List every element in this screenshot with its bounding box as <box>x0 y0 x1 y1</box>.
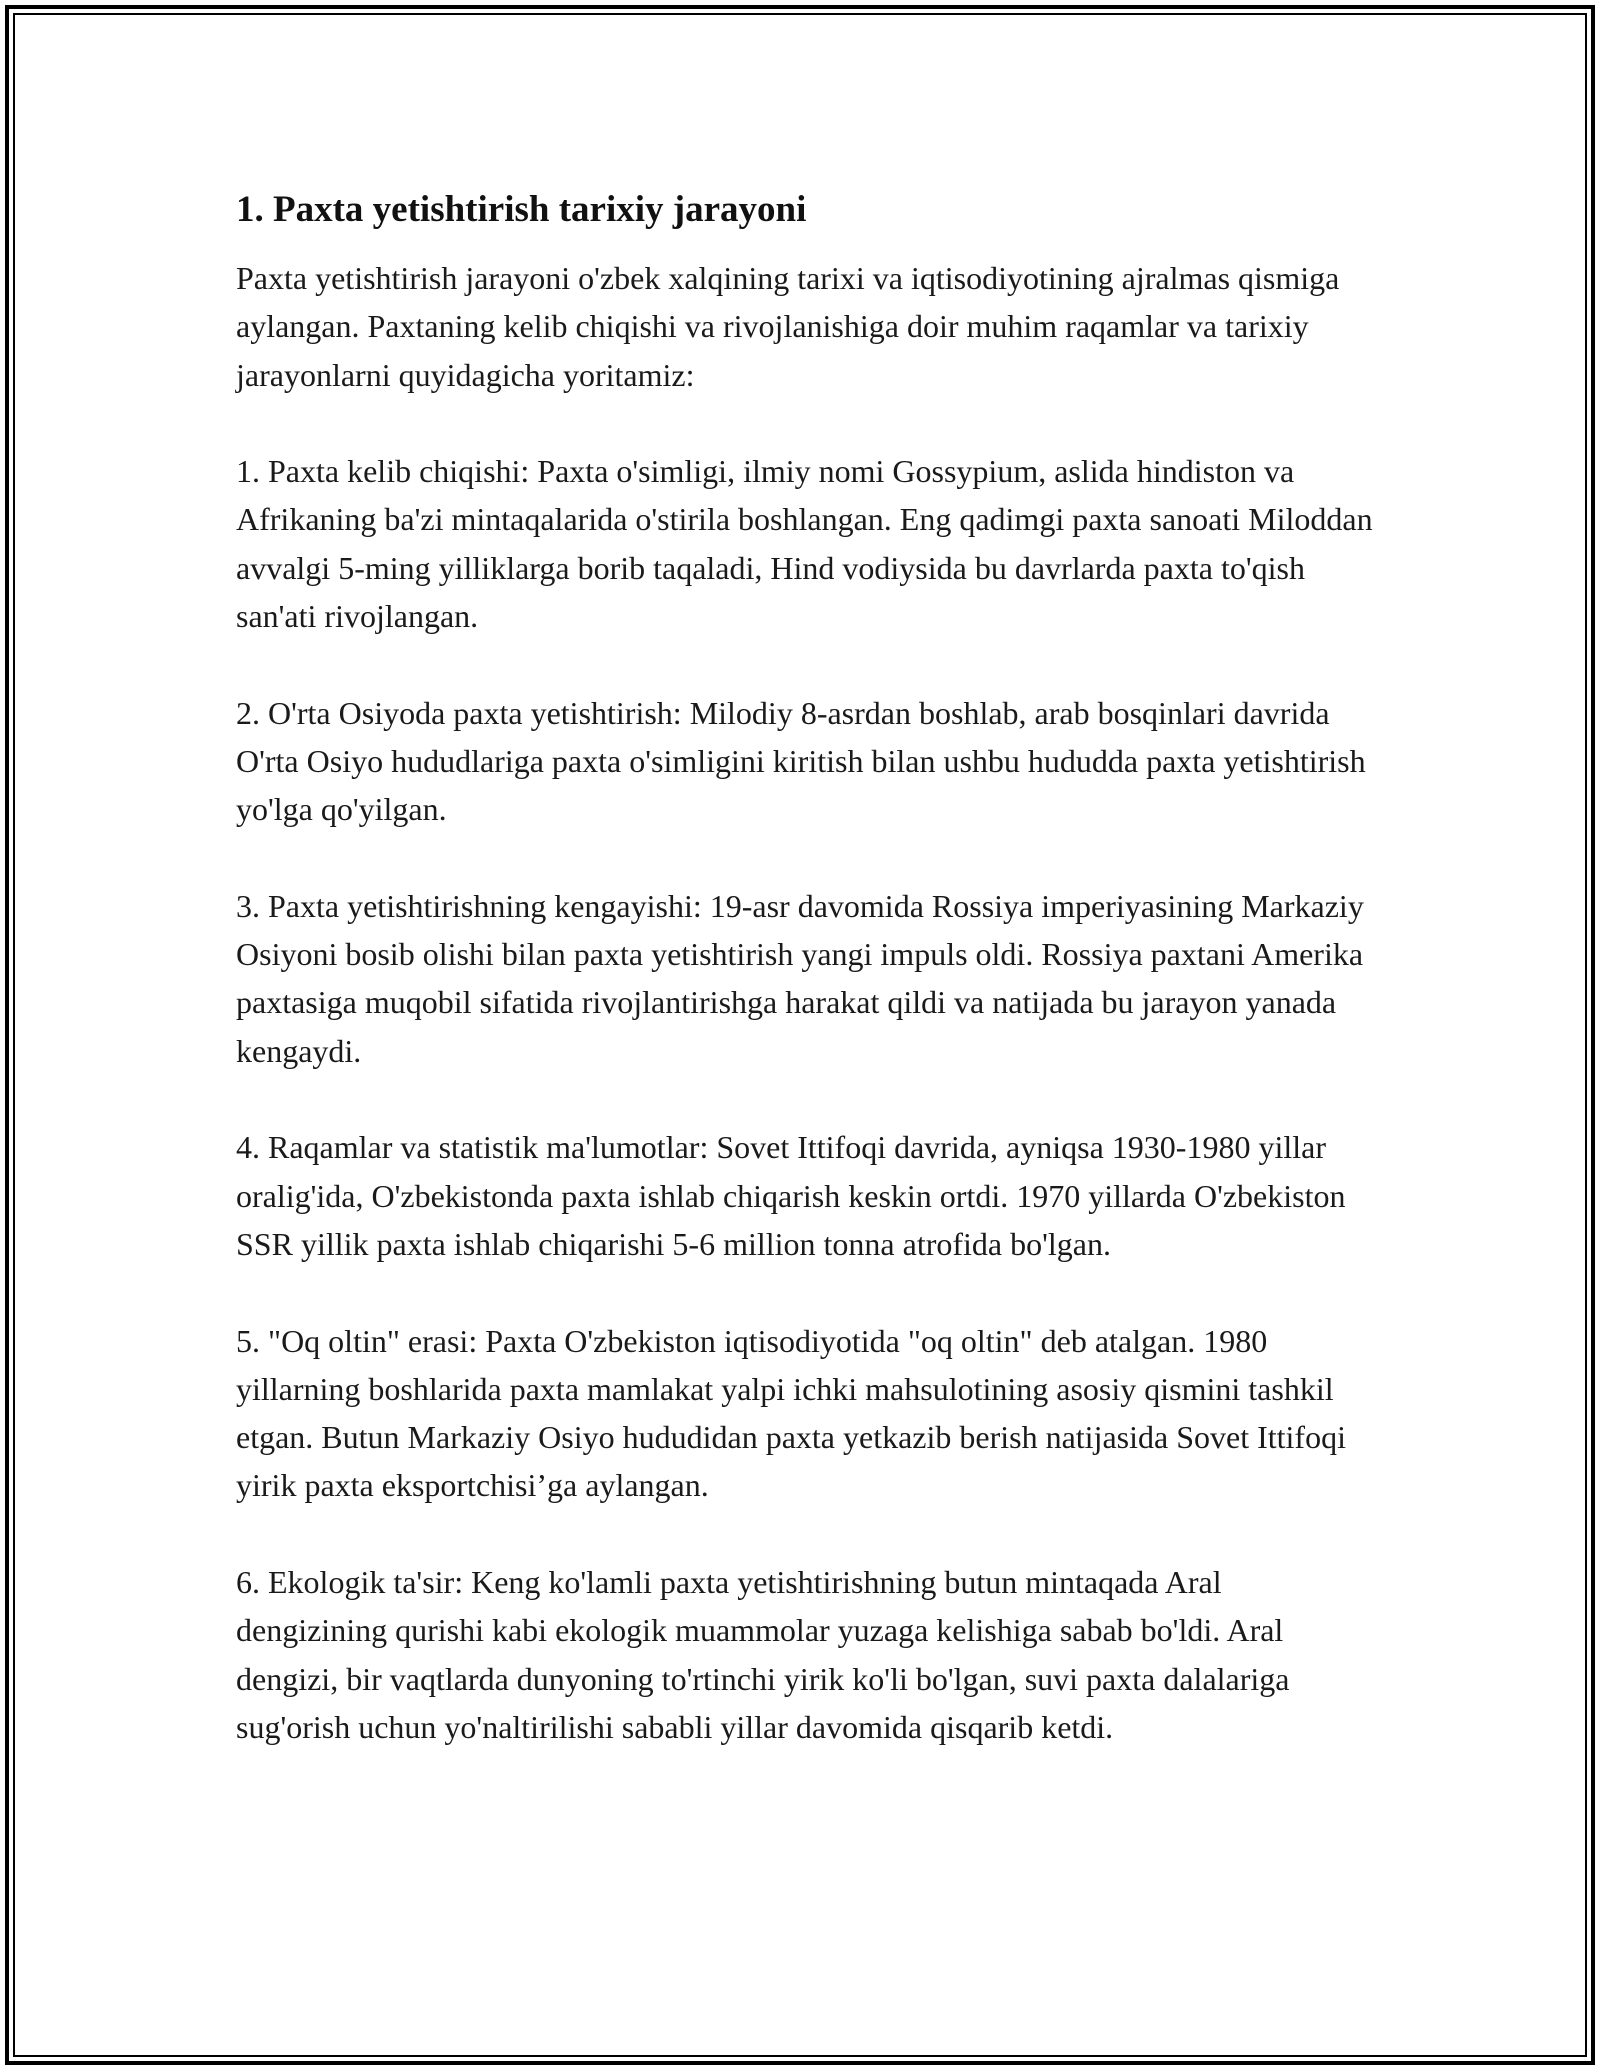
document-title: 1. Paxta yetishtirish tarixiy jarayoni <box>236 189 807 230</box>
paragraph-white-gold: 5. "Oq oltin" erasi: Paxta O'zbekiston iqtisodiyotida "oq oltin" deb atalgan. 1980 yillarning boshlarida paxta mamlakat yalpi ichki mahsulotining asosiy qismini tashkil etgan. Butun Markaziy Osiyo hududidan paxta yetkazib berish natijasida Sovet Ittifoqi yirik paxta eksportchisi’ga aylangan. <box>236 1322 1346 1504</box>
intro-paragraph: Paxta yetishtirish jarayoni o'zbek xalqining tarixi va iqtisodiyotining ajralmas qismiga aylangan. Paxtaning kelib chiqishi va rivojlanishiga doir muhim raqamlar va tarixiy jarayonlarni quyidagicha yoritamiz: <box>236 260 1340 393</box>
paragraph-ecological-impact: 6. Ekologik ta'sir: Keng ko'lamli paxta yetishtirishning butun mintaqada Aral dengizining qurishi kabi ekologik muammolar yuzaga kelishiga sabab bo'ldi. Aral dengizi, bir vaqtlarda dunyoning to'rtinchi yirik ko'li bo'lgan, suvi paxta dalalariga sug'orish uchun yo'naltirilishi sababli yillar davomida qisqarib ketdi. <box>236 1564 1290 1745</box>
paragraph-expansion: 3. Paxta yetishtirishning kengayishi: 19-asr davomida Rossiya imperiyasining Markaziy Osiyoni bosib olishi bilan paxta yetishtirish yangi impuls oldi. Rossiya paxtani Amerika paxtasiga muqobil sifatida rivojlantirishga harakat qildi va natijada bu jarayon yanada kengaydi. <box>236 887 1364 1069</box>
document-body <box>236 186 1376 1800</box>
paragraph-central-asia: 2. O'rta Osiyoda paxta yetishtirish: Milodiy 8-asrdan boshlab, arab bosqinlari davrida O'rta Osiyo hududlariga paxta o'simligini kiritish bilan ushbu hududda paxta yetishtirish yo'lga qo'yilgan. <box>236 694 1366 828</box>
paragraph-statistics: 4. Raqamlar va statistik ma'lumotlar: Sovet Ittifoqi davrida, ayniqsa 1930-1980 yillar oralig'ida, O'zbekistonda paxta ishlab chiqarish keskin ortdi. 1970 yillarda O'zbekiston SSR yillik paxta ishlab chiqarishi 5-6 million tonna atrofida bo'lgan. <box>236 1129 1346 1262</box>
paragraph-origin: 1. Paxta kelib chiqishi: Paxta o'simligi, ilmiy nomi Gossypium, aslida hindiston va Afrikaning ba'zi mintaqalarida o'stirila boshlangan. Eng qadimgi paxta sanoati Miloddan avvalgi 5-ming yilliklarga borib taqaladi, Hind vodiysida bu davrlarda paxta to'qish san'ati rivojlangan. <box>236 453 1373 635</box>
